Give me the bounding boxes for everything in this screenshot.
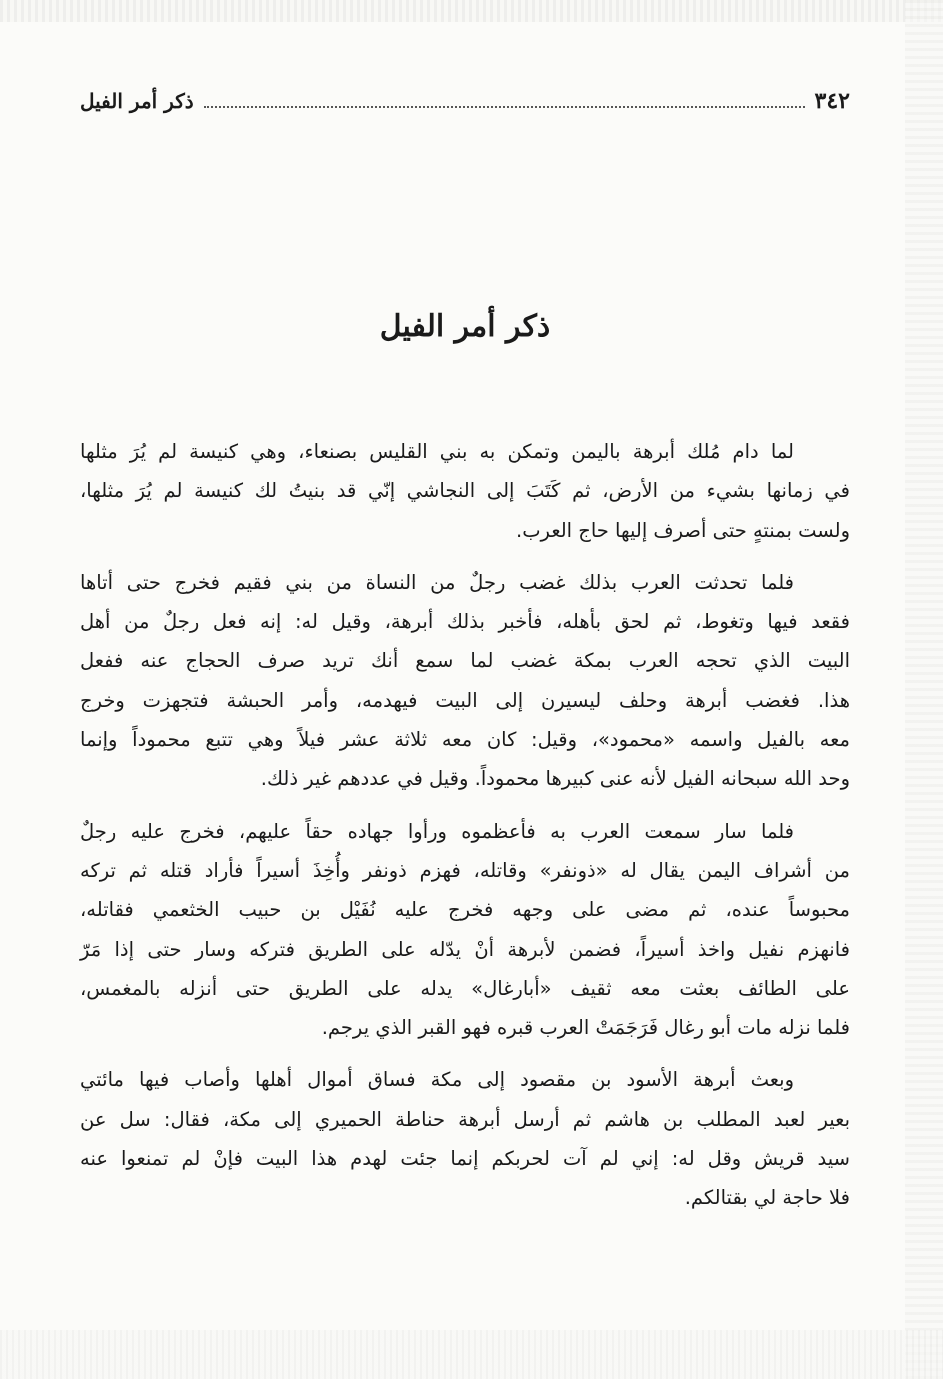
paragraph-line: فلما تحدثت العرب بذلك غضب رجلٌ من النساة من بني فقيم فخرج حتى أتاها — [80, 570, 794, 594]
running-title: ذكر أمر الفيل — [80, 89, 194, 113]
paragraph-line: هذا. فغضب أبرهة وحلف ليسيرن إلى البيت فيهدمه، وأمر الحبشة فتجهزت وخرج — [80, 688, 850, 712]
paragraph-1 — [80, 432, 850, 550]
header-dotted-leader — [204, 106, 805, 108]
paragraph-line: معه بالفيل واسمه «محمود»، وقيل: كان معه ثلاثة عشر فيلاً وهي تتبع محموداً وإنما — [80, 728, 850, 752]
paragraph-line: سيد قريش وقل له: إني لم آت لحربكم إنما جئت لهدم هذا البيت فإنْ لم تمنعوا عنه — [80, 1147, 850, 1171]
paragraph-line: فلما سار سمعت العرب به فأعظموه ورأوا جهاده حقاً عليهم، فخرج عليه رجلٌ — [80, 819, 794, 843]
paragraph-line: وحد الله سبحانه الفيل لأنه عنى كبيرها محموداً. وقيل في عددهم غير ذلك. — [260, 767, 850, 791]
paragraph-line: فلا حاجة لي بقتالكم. — [684, 1186, 850, 1210]
paragraph-line: في زمانها بشيء من الأرض، ثم كَتَبَ إلى النجاشي إنّي قد بنيتُ لك كنيسة لم يُرَ مثلها، — [80, 479, 850, 503]
paragraph-line: ولست بمنتهٍ حتى أصرف إليها حاج العرب. — [516, 518, 850, 542]
paragraph-line: لما دام مُلك أبرهة باليمن وتمكن به بني القليس بصنعاء، وهي كنيسة لم يُرَ مثلها — [80, 440, 794, 463]
body-text — [80, 432, 850, 1231]
paragraph-line: البيت الذي تحجه العرب بمكة غضب لما سمع أنك تريد صرف الحجاج عنه ففعل — [80, 649, 850, 673]
paragraph-line: بعير لعبد المطلب بن هاشم ثم أرسل أبرهة حناطة الحميري إلى مكة، فقال: سل عن — [80, 1107, 850, 1131]
paragraph-3 — [80, 812, 850, 1048]
paragraph-line: فلما نزله مات أبو رغال فَرَجَمَتْ العرب قبره فهو القبر الذي يرجم. — [321, 1016, 850, 1040]
paragraph-line: من أشراف اليمن يقال له «ذونفر» وقاتله، فهزم ذونفر وأُخِذَ أسيراً فأراد قتله ثم تركه — [80, 858, 850, 882]
scan-edge-bottom — [0, 1330, 943, 1379]
paragraph-line: فانهزم نفيل واخذ أسيراً، فضمن لأبرهة أنْ يدّله على الطريق فتركه وسار حتى إذا مَرّ — [80, 937, 850, 961]
paragraph-4 — [80, 1060, 850, 1217]
page-number: ٣٤٢ — [814, 88, 850, 114]
scan-edge-top — [0, 0, 943, 22]
paragraph-2 — [80, 563, 850, 799]
running-header — [80, 80, 850, 114]
scan-edge-right — [905, 0, 943, 1379]
paragraph-line: على الطائف بعثت معه ثقيف «أبارغال» يدله على الطريق حتى أنزله بالمغمس، — [80, 976, 850, 1000]
paragraph-line: محبوساً عنده، ثم مضى على وجهه فخرج عليه نُفَيْل بن حبيب الخثعمي فقاتله، — [80, 898, 850, 922]
paragraph-line: وبعث أبرهة الأسود بن مقصود إلى مكة فساق أموال أهلها وأصاب فيها مائتي — [80, 1068, 794, 1092]
chapter-title: ذكر أمر الفيل — [379, 309, 551, 344]
paragraph-line: فقعد فيها وتغوط، ثم لحق بأهله، فأخبر بذلك أبرهة، وقيل له: إنه فعل رجلٌ من أهل — [80, 610, 850, 634]
